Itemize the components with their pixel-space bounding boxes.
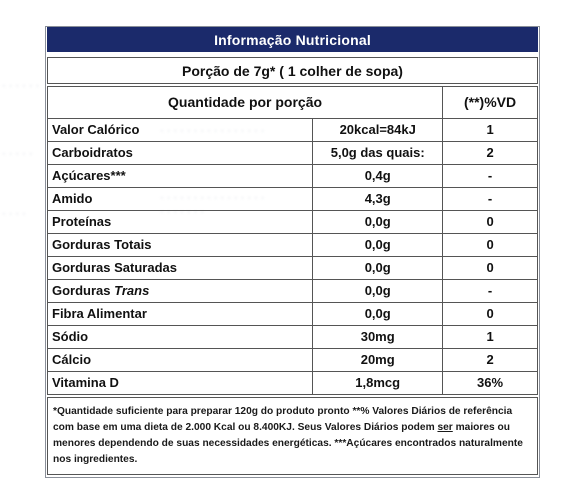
portion-size: Porção de 7g* ( 1 colher de sopa) [47, 57, 538, 84]
nutrient-name: Sódio [48, 326, 313, 349]
bleed-through-text: · · · · · [2, 148, 33, 160]
nutrient-vd: 0 [443, 257, 538, 280]
nutrient-amount: 0,0g [313, 234, 443, 257]
bleed-through-text: · · · · · · · · · · · · · · · · [160, 125, 265, 137]
nutrient-name: Fibra Alimentar [48, 303, 313, 326]
table-row [48, 234, 538, 257]
nutrient-name: Amido [48, 188, 313, 211]
nutrient-name: Gorduras Saturadas [48, 257, 313, 280]
nutrient-vd: 2 [443, 142, 538, 165]
nutrient-vd: - [443, 188, 538, 211]
nutrient-vd: 0 [443, 211, 538, 234]
nutrient-vd: - [443, 280, 538, 303]
footnote-underlined-word: ser [437, 422, 453, 433]
nutrient-amount: 20kcal=84kJ [313, 119, 443, 142]
nutrient-name: Gorduras Trans [48, 280, 313, 303]
nutrient-name: Açúcares*** [48, 165, 313, 188]
nutrient-amount: 0,0g [313, 303, 443, 326]
vd-header: (**)%VD [443, 87, 538, 119]
table-row [48, 303, 538, 326]
nutrient-vd: 0 [443, 303, 538, 326]
nutrient-amount: 30mg [313, 326, 443, 349]
nutrient-name: Cálcio [48, 349, 313, 372]
footnote-text-end: maiores ou menores dependendo de suas necessidades energéticas. ***Açúcares encontrados naturalmente nos ingredientes. [53, 422, 523, 465]
table-row [48, 326, 538, 349]
nutrient-amount: 0,4g [313, 165, 443, 188]
table-row [48, 349, 538, 372]
bleed-through-text: · · · · · · · · · · · · · · · · [160, 192, 265, 204]
table-row [48, 280, 538, 303]
nutrient-amount: 20mg [313, 349, 443, 372]
nutrient-amount: 0,0g [313, 257, 443, 280]
bleed-through-text: · · · · [2, 208, 26, 220]
table-row [48, 165, 538, 188]
quantity-header: Quantidade por porção [48, 87, 443, 119]
nutrient-name: Carboidratos [48, 142, 313, 165]
table-row [48, 257, 538, 280]
nutrient-name: Gorduras Totais [48, 234, 313, 257]
bleed-through-text: · · · · · · [2, 80, 40, 92]
table-row [48, 372, 538, 395]
nutrient-vd: 1 [443, 119, 538, 142]
nutrient-amount: 1,8mcg [313, 372, 443, 395]
nutrient-name: Proteínas [48, 211, 313, 234]
table-row [48, 119, 538, 142]
nutrition-table [47, 86, 538, 395]
nutrient-vd: 36% [443, 372, 538, 395]
nutrient-name: Vitamina D [48, 372, 313, 395]
nutrient-vd: 2 [443, 349, 538, 372]
nutrient-amount: 5,0g das quais: [313, 142, 443, 165]
nutrient-amount: 0,0g [313, 280, 443, 303]
nutrient-vd: 1 [443, 326, 538, 349]
footnote [47, 397, 538, 475]
table-row [48, 142, 538, 165]
nutrient-amount: 0,0g [313, 211, 443, 234]
table-row [48, 211, 538, 234]
nutrition-title: Informação Nutricional [47, 27, 538, 52]
table-row [48, 188, 538, 211]
nutrient-vd: - [443, 165, 538, 188]
bleed-through-text: · · · · · · · [160, 206, 204, 218]
footnote-text: *Quantidade suficiente para preparar 120g do produto pronto **% Valores Diários de referência com base em uma dieta de 2.000 Kcal ou 8.400KJ. Seus Valores Diários podem [53, 406, 513, 433]
nutrient-name: Valor Calórico [48, 119, 313, 142]
nutrient-amount: 4,3g [313, 188, 443, 211]
nutrient-vd: 0 [443, 234, 538, 257]
table-header-row [48, 87, 538, 119]
